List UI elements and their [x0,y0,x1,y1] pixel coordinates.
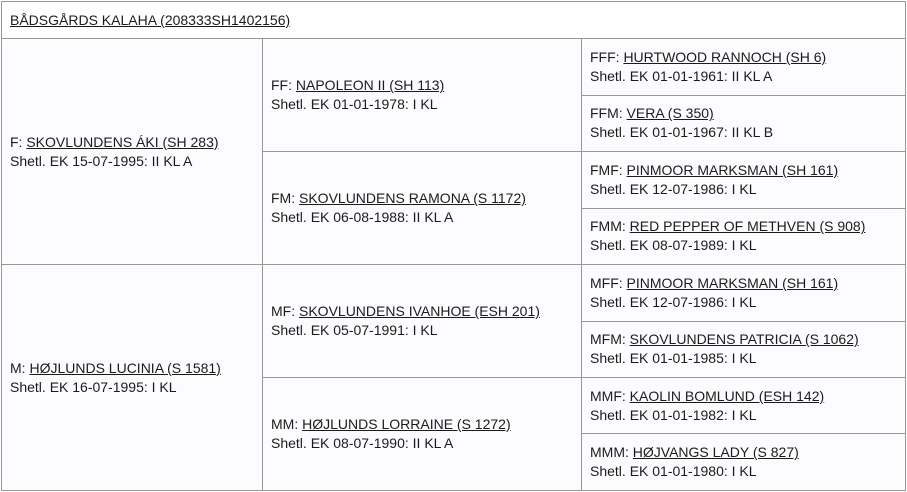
registration-detail-fmf: Shetl. EK 12-07-1986: I KL [590,180,757,197]
relation-label-mf: MF: [271,303,296,320]
horse-link-mm[interactable]: HØJLUNDS LORRAINE (S 1272) [302,416,511,432]
relation-label-mm: MM: [271,416,299,432]
relation-label-ffm: FFM: [590,105,623,122]
registration-detail-f: Shetl. EK 15-07-1995: II KL A [10,152,193,169]
registration-detail-ffm: Shetl. EK 01-01-1967: II KL B [590,124,774,141]
registration-detail-fff: Shetl. EK 01-01-1961: II KL A [590,68,773,85]
horse-link-fmm[interactable]: RED PEPPER OF METHVEN (S 908) [629,218,866,235]
pedigree-cell-m [2,265,263,491]
registration-detail-mff: Shetl. EK 12-07-1986: I KL [590,293,757,310]
relation-label-fff: FFF: [590,49,620,66]
pedigree-cell-f [2,39,263,265]
registration-detail-mmf: Shetl. EK 01-01-1982: I KL [590,406,757,423]
pedigree-cell-mfm [582,321,906,377]
registration-detail-fmm: Shetl. EK 08-07-1989: I KL [590,237,757,254]
horse-link-mmm[interactable]: HØJVANGS LADY (S 827) [632,444,799,461]
registration-detail-mm: Shetl. EK 08-07-1990: II KL A [271,435,454,451]
registration-detail-mfm: Shetl. EK 01-01-1985: I KL [590,350,757,367]
horse-link-mf[interactable]: SKOVLUNDENS IVANHOE (ESH 201) [299,303,540,320]
horse-link-ff[interactable]: NAPOLEON II (SH 113) [295,77,445,94]
pedigree-cell-fff [582,39,906,95]
pedigree-cell-fmm [582,208,906,264]
pedigree-cell-ffm [582,95,906,151]
relation-label-mmf: MMF: [590,387,626,404]
relation-label-m: M: [10,359,26,376]
pedigree-cell-mmf [582,378,906,434]
pedigree-cell-ff [263,39,582,152]
horse-link-mmf[interactable]: KAOLIN BOMLUND (ESH 142) [629,387,825,404]
pedigree-cell-mm [263,378,582,491]
pedigree-cell-mff [582,265,906,321]
registration-detail-ff: Shetl. EK 01-01-1978: I KL [271,96,438,113]
relation-label-mmm: MMM: [590,444,629,461]
horse-link-mff[interactable]: PINMOOR MARKSMAN (SH 161) [626,274,839,291]
horse-link-fff[interactable]: HURTWOOD RANNOCH (SH 6) [623,49,827,66]
title-row [2,2,906,39]
horse-link-f[interactable]: SKOVLUNDENS ÁKI (SH 283) [26,133,219,150]
registration-detail-m: Shetl. EK 16-07-1995: I KL [10,378,177,395]
horse-link-mfm[interactable]: SKOVLUNDENS PATRICIA (S 1062) [629,331,859,348]
pedigree-table [1,1,906,491]
relation-label-fmf: FMF: [590,161,623,178]
horse-link-m[interactable]: HØJLUNDS LUCINIA (S 1581) [29,359,221,376]
horse-link-subject[interactable]: BÅDSGÅRDS KALAHA (208333SH1402156) [10,11,291,28]
pedigree-cell-mmm [582,434,906,491]
pedigree-cell-fmf [582,152,906,208]
pedigree-title-cell [2,2,906,39]
horse-link-ffm[interactable]: VERA (S 350) [626,105,714,122]
horse-link-fm[interactable]: SKOVLUNDENS RAMONA (S 1172) [299,190,526,207]
pedigree-cell-mf [263,265,582,378]
registration-detail-mf: Shetl. EK 05-07-1991: I KL [271,322,438,339]
pedigree-cell-fm [263,152,582,265]
relation-label-fmm: FMM: [590,218,626,235]
relation-label-mfm: MFM: [590,331,626,348]
relation-label-mff: MFF: [590,274,623,291]
relation-label-f: F: [10,133,23,150]
relation-label-fm: FM: [271,190,296,207]
registration-detail-fm: Shetl. EK 06-08-1988: II KL A [271,209,454,226]
registration-detail-mmm: Shetl. EK 01-01-1980: I KL [590,463,757,480]
relation-label-ff: FF: [271,77,292,94]
horse-link-fmf[interactable]: PINMOOR MARKSMAN (SH 161) [626,161,839,178]
